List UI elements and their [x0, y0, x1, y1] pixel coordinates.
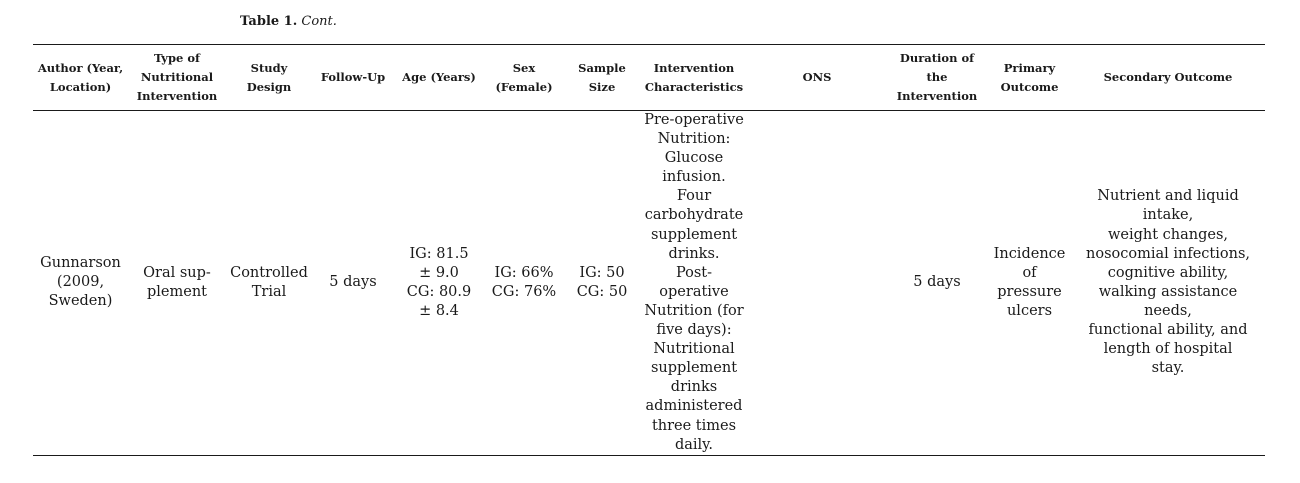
cell-ons: [748, 111, 886, 456]
cell-primary: Incidence of pressure ulcers: [993, 245, 1066, 319]
table-caption: [240, 14, 337, 29]
cell-secondary: Nutrient and liquid intake, weight changes, nosocomial infections, cognitive ability, walking assistance needs, functional ability, and length of hospital stay.: [1086, 188, 1250, 377]
header-sample: Sample Size: [578, 60, 626, 94]
header-row: [33, 45, 1265, 111]
header-type: Type of Nutritional Intervention: [136, 51, 218, 103]
cell-sex: IG: 66% CG: 76%: [491, 264, 557, 300]
cell-sample: IG: 50 CG: 50: [576, 264, 628, 300]
header-followup: Follow-Up: [320, 70, 386, 84]
header-design: Study Design: [246, 60, 292, 94]
header-duration: Duration of the Intervention: [896, 51, 978, 103]
cell-duration: 5 days: [913, 274, 961, 291]
cell-design: Controlled Trial: [230, 264, 308, 300]
header-sex: Sex (Female): [495, 60, 553, 94]
table-row: [33, 111, 1265, 456]
cell-type: Oral sup- plement: [143, 264, 211, 300]
table-label: Table 1.: [240, 14, 298, 29]
header-ons: ONS: [802, 70, 832, 84]
cell-followup: 5 days: [329, 274, 377, 291]
table-cont: Cont.: [301, 14, 337, 29]
header-secondary: Secondary Outcome: [1103, 70, 1233, 84]
header-intervention: Intervention Characteristics: [644, 60, 744, 94]
header-author: Author (Year, Location): [37, 60, 124, 94]
cell-author: Gunnarson (2009, Sweden): [40, 255, 121, 310]
data-table: [33, 44, 1265, 456]
cell-age: IG: 81.5 ± 9.0 CG: 80.9 ± 8.4: [406, 245, 472, 319]
header-age: Age (Years): [402, 70, 476, 84]
cell-intervention: Pre-operative Nutrition: Glucose infusion. Four carbohydrate supplement drinks. Post- operative Nutrition (for five days): Nutritional supplement drinks administered three times daily.: [644, 112, 744, 453]
header-primary: Primary Outcome: [1000, 60, 1059, 94]
